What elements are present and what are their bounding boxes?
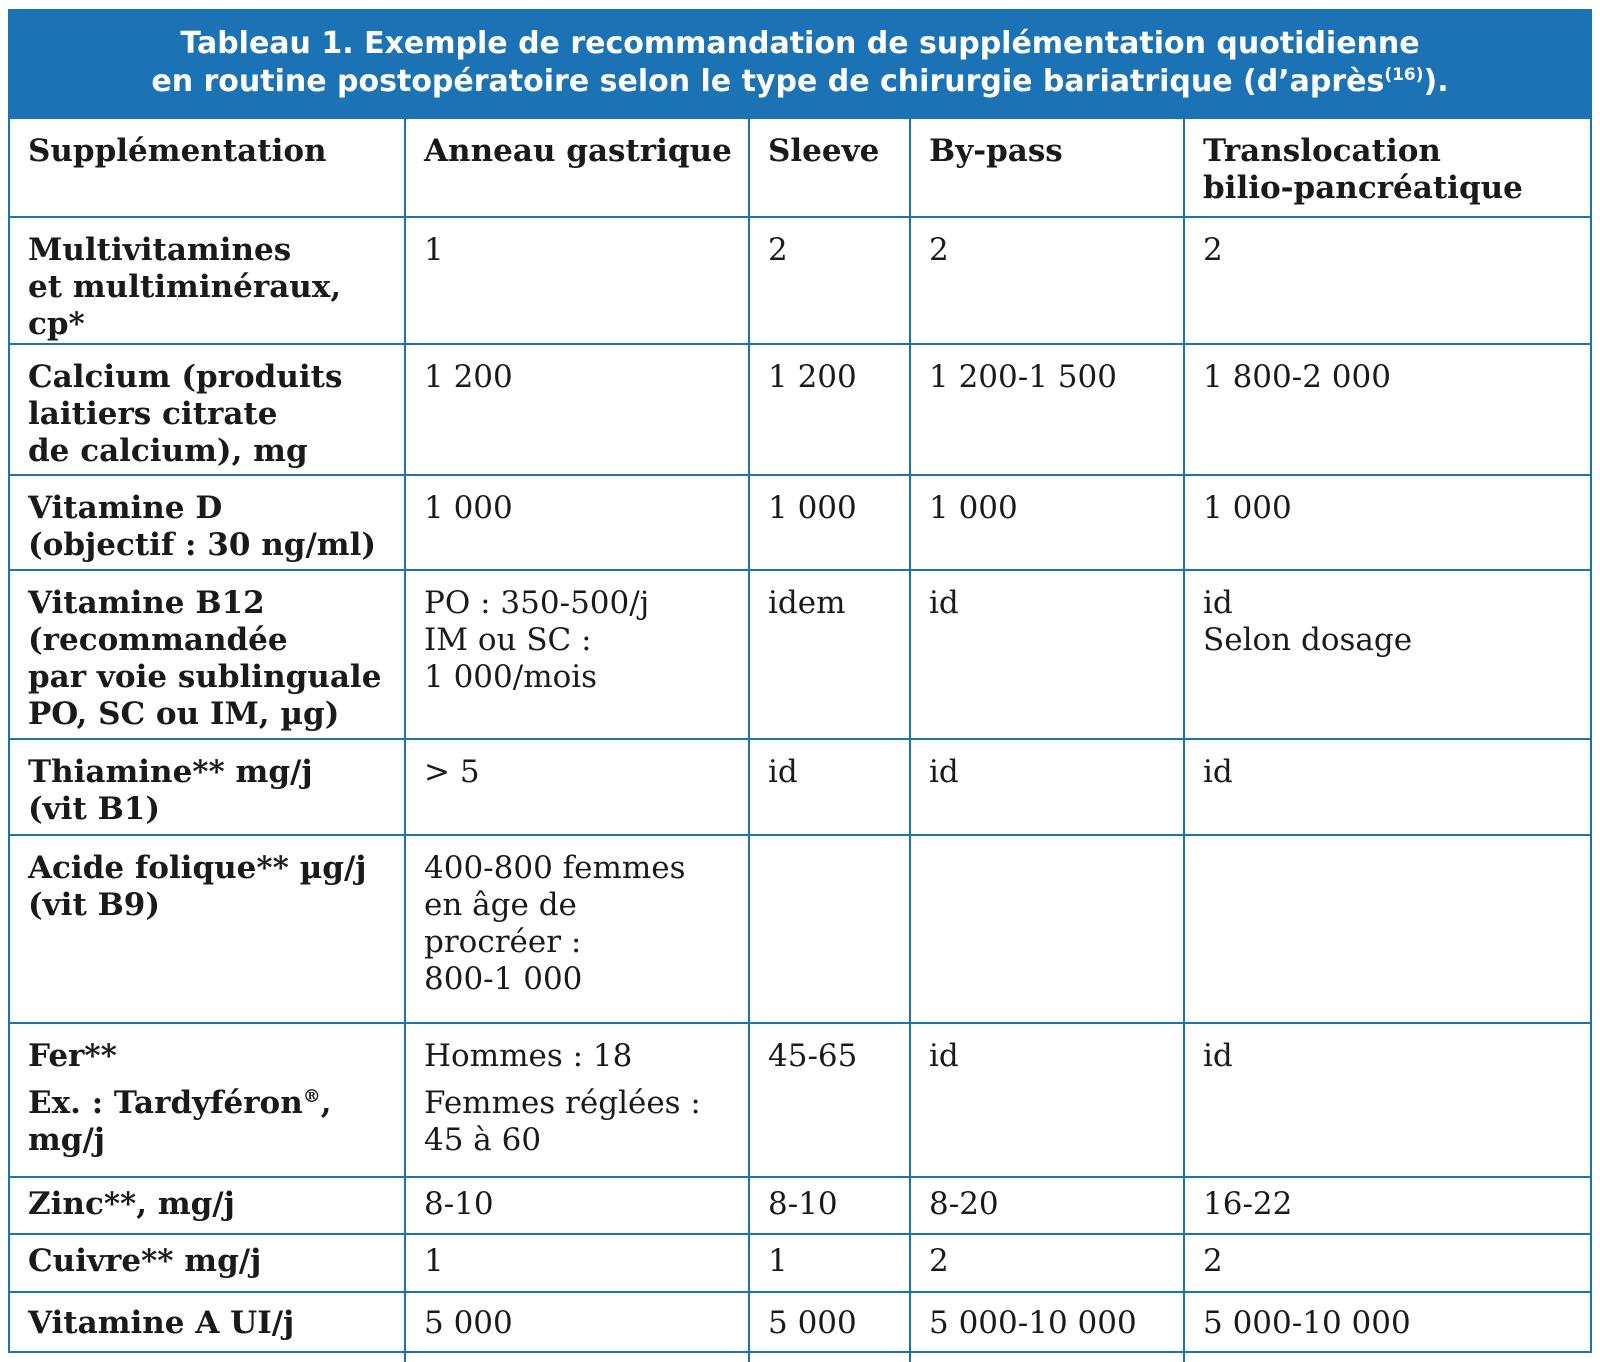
table-cell: id [749, 739, 910, 835]
table-row [10, 1292, 1590, 1362]
table-row [10, 1023, 1590, 1177]
table-cell: id [910, 739, 1184, 835]
table-cell [1184, 835, 1590, 1023]
table-cell: 400-800 femmes en âge de procréer : 800-1 000 [405, 835, 749, 1023]
table-cell [749, 835, 910, 1023]
header-row [10, 118, 1590, 217]
table-cell: 1 000 [1184, 475, 1590, 570]
fer-example-text: Ex. : Tardyféron [28, 1085, 303, 1121]
table-cell: 2 [1184, 1234, 1590, 1292]
table-cell: 2 [749, 217, 910, 344]
table-cell: 1 000 [405, 475, 749, 570]
fer-unit: mg/j [28, 1122, 106, 1158]
table-cell: 5 000-10 000 [910, 1292, 1184, 1362]
row-label: Vitamine B12 (recommandée par voie sublinguale PO, SC ou IM, µg) [10, 570, 405, 739]
table-row [10, 217, 1590, 344]
table-cell: 5 000-10 000 [1184, 1292, 1590, 1362]
registered-mark: ® [302, 1085, 321, 1107]
table-cell: 1 [749, 1234, 910, 1292]
title-line-2-end: ). [1423, 64, 1449, 99]
table-row [10, 475, 1590, 570]
table-cell: 5 000 [749, 1292, 910, 1362]
table-title [10, 11, 1590, 117]
table-cell: 2 [1184, 217, 1590, 344]
row-label: Cuivre** mg/j [10, 1234, 405, 1292]
table-cell: id [1184, 739, 1590, 835]
table-cell: idem [749, 570, 910, 739]
row-label-fer [10, 1023, 405, 1177]
table-cell: 1 200 [749, 344, 910, 475]
row-label: Vitamine D (objectif : 30 ng/ml) [10, 475, 405, 570]
table-cell: 5 000 [405, 1292, 749, 1362]
title-line-1: Tableau 1. Exemple de recommandation de supplémentation quotidienne [180, 26, 1420, 61]
table-cell: 8-20 [910, 1177, 1184, 1234]
table-cell: 8-10 [405, 1177, 749, 1234]
title-line-2 [10, 63, 1590, 101]
table-row [10, 1234, 1590, 1292]
table-cell: 2 [910, 1234, 1184, 1292]
table-frame [8, 9, 1592, 1353]
row-label: Calcium (produits laitiers citrate de calcium), mg [10, 344, 405, 475]
row-label: Zinc**, mg/j [10, 1177, 405, 1234]
fer-label-line-2 [28, 1085, 388, 1159]
table-row [10, 344, 1590, 475]
table-cell: 1 800-2 000 [1184, 344, 1590, 475]
table-cell: 1 [405, 217, 749, 344]
title-reference: (16) [1384, 65, 1424, 85]
header-sleeve: Sleeve [749, 118, 910, 217]
table-cell: 2 [910, 217, 1184, 344]
row-label: Vitamine A UI/j [10, 1292, 405, 1362]
fer-dose-men: Hommes : 18 [424, 1038, 633, 1074]
table-cell: 1 [405, 1234, 749, 1292]
table-cell: 45-65 [749, 1023, 910, 1177]
table-cell: 1 200 [405, 344, 749, 475]
table-row [10, 739, 1590, 835]
table-cell: id [910, 570, 1184, 739]
table-row [10, 1177, 1590, 1234]
header-translocation: Translocation bilio-pancréatique [1184, 118, 1590, 217]
fer-dose-women: Femmes réglées : 45 à 60 [424, 1085, 701, 1158]
header-by-pass: By-pass [910, 118, 1184, 217]
table-cell: PO : 350-500/j IM ou SC : 1 000/mois [405, 570, 749, 739]
header-supplementation: Supplémentation [10, 118, 405, 217]
fer-label-line-1: Fer** [28, 1038, 117, 1074]
title-line-2-text: en routine postopératoire selon le type de chirurgie bariatrique (d’après [151, 64, 1385, 99]
table-cell: > 5 [405, 739, 749, 835]
table-cell: 16-22 [1184, 1177, 1590, 1234]
table-cell: 1 000 [910, 475, 1184, 570]
table-cell: 1 200-1 500 [910, 344, 1184, 475]
table-cell: id Selon dosage [1184, 570, 1590, 739]
fer-dose-cell [405, 1023, 749, 1177]
table-row [10, 835, 1590, 1023]
row-label: Thiamine** mg/j (vit B1) [10, 739, 405, 835]
table-cell [910, 835, 1184, 1023]
table-cell: id [910, 1023, 1184, 1177]
supplementation-table [10, 117, 1590, 1362]
row-label: Acide folique** µg/j (vit B9) [10, 835, 405, 1023]
fer-example-comma: , [320, 1085, 332, 1121]
table-cell: 1 000 [749, 475, 910, 570]
header-anneau-gastrique: Anneau gastrique [405, 118, 749, 217]
row-label: Multivitamines et multiminéraux, cp* [10, 217, 405, 344]
table-row [10, 570, 1590, 739]
table-cell: 8-10 [749, 1177, 910, 1234]
table-cell: id [1184, 1023, 1590, 1177]
